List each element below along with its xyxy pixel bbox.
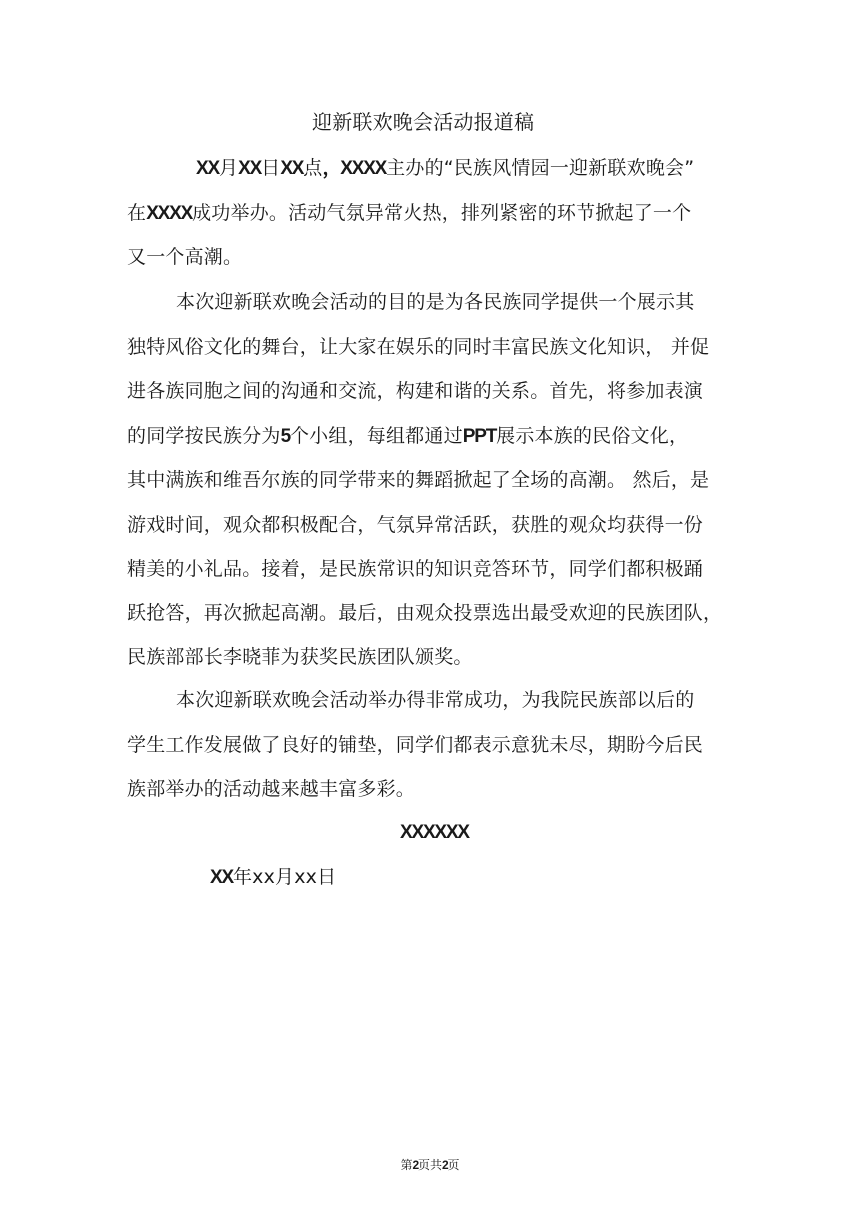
text-run: 日: [261, 157, 281, 179]
text-run: XX: [280, 158, 304, 179]
text-run: 个小组，每组都通过: [289, 425, 463, 447]
text-run: XXXX: [146, 203, 193, 224]
text-run: XX: [196, 158, 219, 179]
paragraph-3-line-2: 学生工作发展做了良好的铺垫，同学们都表示意犹未尽，期盼今后民: [127, 734, 704, 756]
text-run: ，XXXX: [322, 158, 387, 179]
paragraph-2-line-8: 跃抢答，再次掀起高潮。最后，由观众投票选出最受欢迎的民族团队，: [127, 602, 723, 624]
paragraph-1-line-1: [196, 156, 694, 181]
paragraph-3-line-1: 本次迎新联欢晚会活动举办得非常成功，为我院民族部以后的: [176, 689, 695, 711]
text-run: PPT: [462, 426, 497, 447]
text-run: 5: [280, 426, 290, 447]
signature: XXXXXX: [400, 822, 469, 843]
paragraph-2-line-2: 独特风俗文化的舞台，让大家在娱乐的同时丰富民族文化知识， 并促: [127, 336, 710, 358]
text-run: 主办的“民族风情园一迎新联欢晚会”: [386, 157, 695, 179]
document-title: 迎新联欢晚会活动报道稿: [312, 110, 535, 134]
text-run: XX: [238, 158, 262, 179]
text-run: 2: [412, 1158, 418, 1172]
text-run: 点: [303, 157, 323, 179]
paragraph-2-line-5: 其中满族和维吾尔族的同学带来的舞蹈掀起了全场的高潮。 然后，是: [127, 469, 710, 491]
text-run: 第: [400, 1158, 413, 1172]
text-run: XX: [210, 867, 233, 888]
text-run: 2: [442, 1158, 448, 1172]
paragraph-3-line-3: 族部举办的活动越来越丰富多彩。: [127, 778, 416, 800]
text-run: 成功举办。活动气氛异常火热，排列紧密的环节掀起了一个: [192, 202, 692, 224]
paragraph-2-line-7: 精美的小礼品。接着，是民族常识的知识竞答环节，同学们都积极踊: [127, 558, 704, 580]
paragraph-1-line-2: [127, 201, 691, 226]
text-run: 展示本族的民俗文化，: [496, 425, 689, 447]
text-run: 的同学按民族分为: [127, 425, 281, 447]
text-run: 页: [447, 1158, 460, 1172]
text-run: 年xx月xx日: [232, 866, 337, 888]
paragraph-2-line-9: 民族部部长李晓菲为获奖民族团队颁奖。: [127, 646, 473, 668]
paragraph-2-line-6: 游戏时间，观众都积极配合，气氛异常活跃，获胜的观众均获得一份: [127, 514, 704, 536]
paragraph-2-line-3: 进各族同胞之间的沟通和交流，构建和谐的关系。首先，将参加表演: [127, 380, 704, 402]
text-run: 月: [218, 157, 239, 179]
text-run: 在: [127, 202, 147, 224]
text-run: 页共: [417, 1158, 442, 1172]
paragraph-2-line-1: 本次迎新联欢晚会活动的目的是为各民族同学提供一个展示其: [176, 291, 695, 313]
page-number: [0, 1156, 860, 1173]
date-line: [210, 865, 336, 890]
paragraph-2-line-4: [127, 424, 688, 449]
paragraph-1-line-3: 又一个高潮。: [127, 246, 243, 268]
